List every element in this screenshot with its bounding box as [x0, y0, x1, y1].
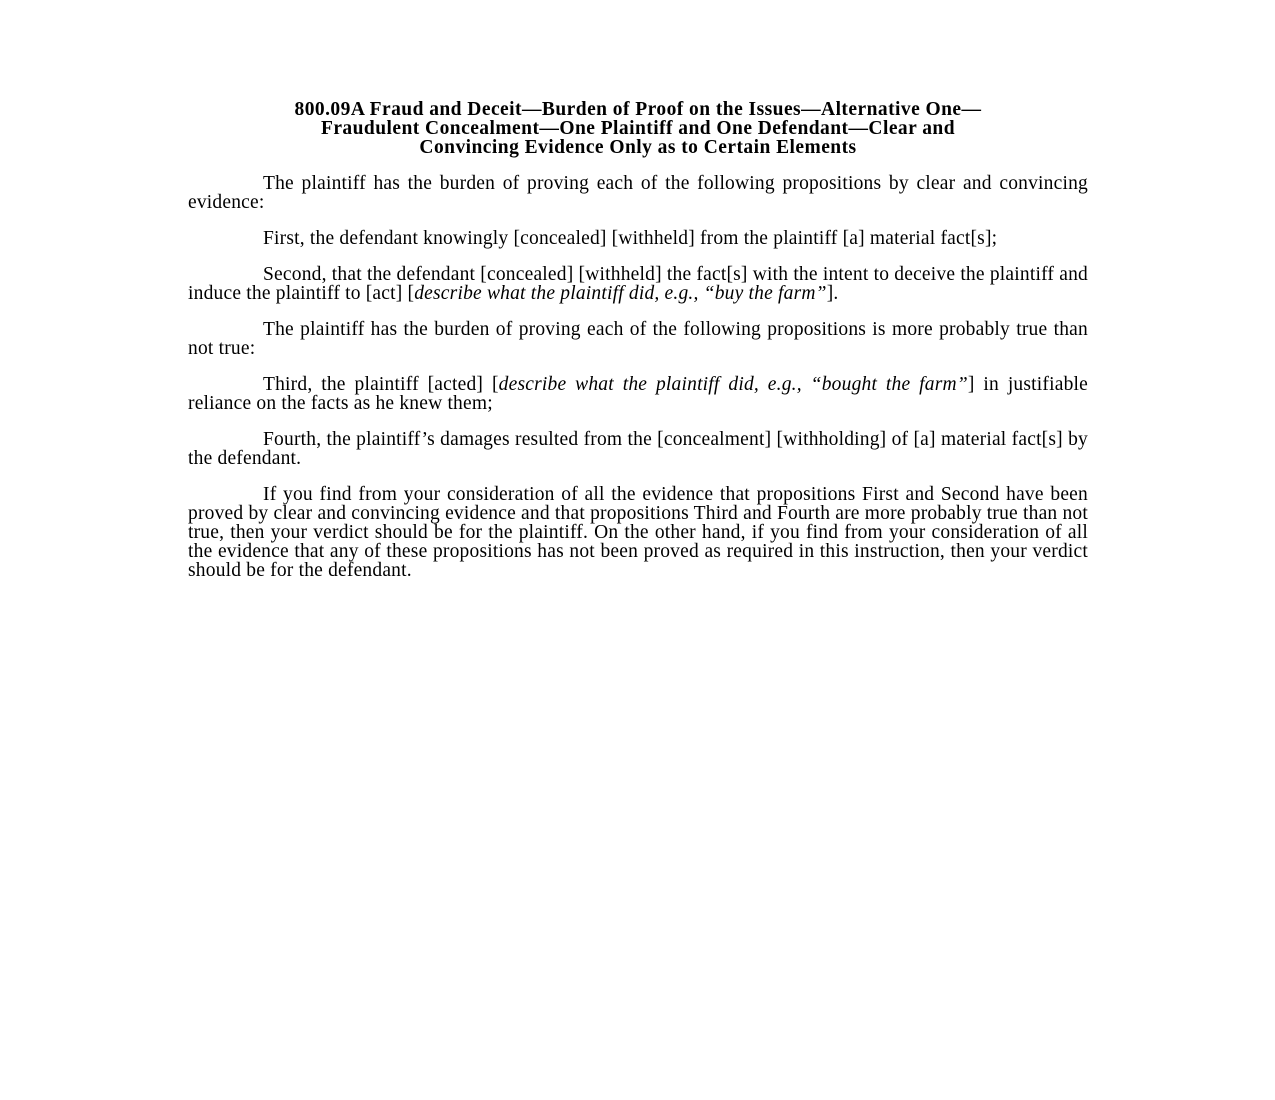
title-line: Convincing Evidence Only as to Certain Elements	[419, 137, 857, 158]
burden-clear-convincing-intro: The plaintiff has the burden of proving each of the following propositions by clear and convincing evidence:	[188, 173, 1088, 213]
text: Third, the plaintiff [acted] [	[263, 374, 499, 395]
proposition-second	[188, 265, 1088, 303]
instruction-title	[188, 100, 1088, 157]
text: ] in justifiable reliance on the facts as he knew them;	[188, 374, 1088, 414]
verdict-paragraph: If you find from your consideration of all the evidence that propositions First and Second have been proved by clear and convincing evidence and that propositions Third and Fourth are more probably true than not true, then your verdict should be for the plaintiff. On the other hand, if you find from your consideration of all the evidence that any of these propositions has not been proved as required in this instruction, then your verdict should be for the defendant.	[188, 484, 1088, 581]
proposition-third	[188, 375, 1088, 413]
title-line: 800.09A Fraud and Deceit—Burden of Proof on the Issues—Alternative One—	[294, 99, 982, 120]
burden-preponderance-intro: The plaintiff has the burden of proving each of the following propositions is more probably true than not true:	[188, 319, 1088, 359]
text: ].	[826, 283, 839, 304]
proposition-fourth: Fourth, the plaintiff’s damages resulted from the [concealment] [withholding] of [a] material fact[s] by the defendant.	[188, 429, 1088, 469]
text: Second, that the defendant [concealed] [withheld] the fact[s] with the intent to deceive the plaintiff and induce the plaintiff to [act] [	[188, 264, 1088, 304]
document-page	[188, 100, 1088, 597]
proposition-first: First, the defendant knowingly [concealed] [withheld] from the plaintiff [a] material fact[s];	[263, 228, 998, 249]
italic-placeholder: describe what the plaintiff did, e.g., “bought the farm”	[498, 374, 968, 395]
italic-placeholder: describe what the plaintiff did, e.g., “buy the farm”	[414, 283, 827, 304]
title-line: Fraudulent Concealment—One Plaintiff and One Defendant—Clear and	[320, 118, 956, 139]
